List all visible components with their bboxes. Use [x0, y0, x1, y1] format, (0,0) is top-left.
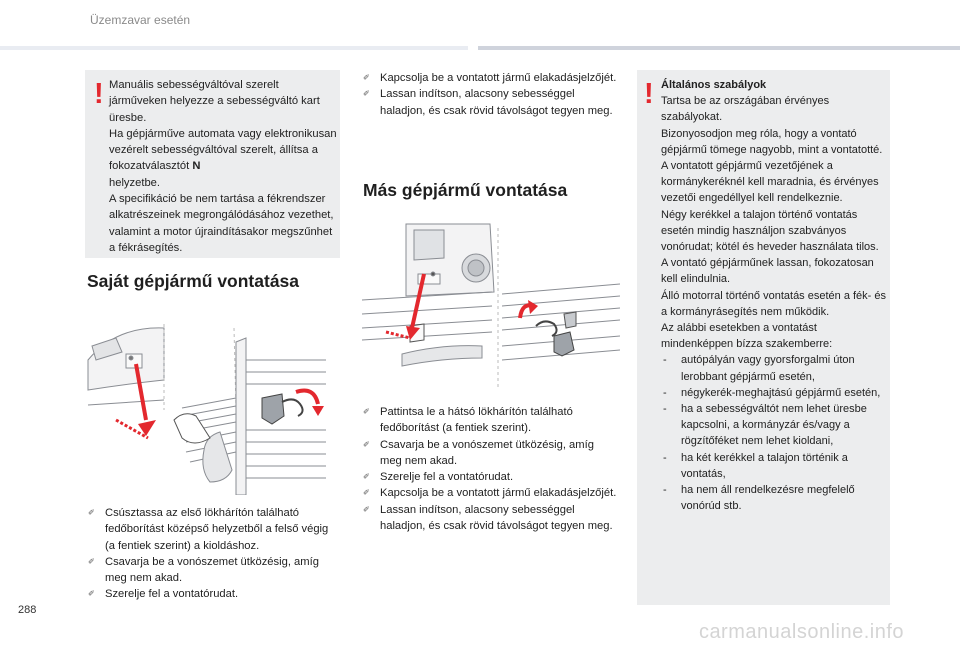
step-item: ✐ Csavarja be a vonószemet ütközésig, amíg meg nem akad. — [363, 437, 618, 470]
step-item: ✐ Pattintsa le a hátsó lökhárítón található fedőborítást (a fentiek szerint). — [363, 404, 618, 437]
warning-line: Ha gépjárműve automata vagy elektronikusan vezérelt sebességváltóval szerelt, állítsa a fokozatválasztót N — [109, 127, 337, 173]
case-item: - ha a sebességváltót nem lehet üresbe kapcsolni, a kormányzár és/vagy a rögzítőféket nem lehet kioldani, — [661, 401, 887, 450]
general-rules-text — [661, 77, 887, 514]
warning-icon: ! — [94, 78, 104, 110]
middle-top-steps — [363, 70, 618, 119]
step-item: ✐ Szerelje fel a vontatórudat. — [88, 586, 340, 602]
watermark[interactable]: carmanualsonline.info — [698, 621, 904, 643]
rear-bumper-illustration — [362, 222, 620, 394]
rule-line: Tartsa be az országában érvényes szabályokat. — [661, 95, 830, 124]
case-list — [661, 352, 887, 514]
rule-line: A vontatott gépjármű vezetőjének a kormánykeréknél kell maradnia, és érvényes vezetői engedéllyel kell rendelkeznie. — [661, 160, 879, 205]
selector-position: N — [192, 160, 201, 173]
step-item: ✐ Lassan indítson, alacsony sebességgel haladjon, és csak rövid távolságot tegyen meg. — [363, 86, 618, 119]
case-item: - autópályán vagy gyorsforgalmi úton lerobbant gépjármű esetén, — [661, 352, 887, 384]
own-towing-steps — [88, 505, 340, 603]
general-rules-box — [637, 70, 890, 605]
step-item: ✐ Kapcsolja be a vontatott jármű elakadásjelzőjét. — [363, 70, 618, 86]
own-towing-title: Saját gépjármű vontatása — [87, 271, 300, 291]
front-bumper-illustration — [86, 320, 341, 495]
page-number: 288 — [18, 604, 37, 616]
left-warning-text — [109, 77, 339, 256]
step-item: ✐ Csúsztassa az első lökhárítón található fedőborítást középső helyzetből a felső végig (a fentiek szerint) a kioldáshoz. — [88, 505, 340, 554]
step-item: ✐ Kapcsolja be a vontatott jármű elakadásjelzőjét. — [363, 485, 618, 501]
rule-line: Bizonyosodjon meg róla, hogy a vontató gépjármű tömege nagyobb, mint a vontatotté. — [661, 127, 883, 156]
warning-icon: ! — [644, 78, 654, 110]
step-item: ✐ Lassan indítson, alacsony sebességgel haladjon, és csak rövid távolságot tegyen meg. — [363, 502, 618, 535]
section-header: Üzemzavar esetén — [90, 13, 191, 27]
other-towing-title: Más gépjármű vontatása — [363, 180, 568, 200]
rule-line: A vontató gépjárműnek lassan, fokozatosan kell elindulnia. — [661, 257, 874, 286]
warning-line: Manuális sebességváltóval szerelt járműveken helyezze a sebességváltó kart üresbe. — [109, 79, 320, 124]
general-rules-title: Általános szabályok — [661, 79, 767, 91]
step-item: ✐ Szerelje fel a vontatórudat. — [363, 469, 618, 485]
rule-line: Négy kerékkel a talajon történő vontatás esetén mindig használjon szabványos vonórudat; kötél és heveder használata tilos. — [661, 208, 879, 254]
rear-bumper-drawing — [362, 222, 620, 394]
case-item: - ha két kerékkel a talajon történik a vontatás, — [661, 450, 887, 482]
rule-line: Álló motorral történő vontatás esetén a fék- és a kormányrásegítés nem működik. — [661, 289, 887, 318]
case-item: - ha nem áll rendelkezésre megfelelő vonórúd stb. — [661, 482, 887, 514]
header-bar-right — [478, 46, 960, 50]
front-bumper-drawing — [86, 320, 341, 495]
other-towing-steps — [363, 404, 618, 534]
case-item: - négykerék-meghajtású gépjármű esetén, — [661, 385, 887, 401]
header-bar-left — [0, 46, 468, 50]
left-warning-box — [85, 70, 340, 258]
warning-line: A specifikáció be nem tartása a fékrendszer alkatrészeinek megrongálódásához vezethet, valamint a motor újraindításakor megszűnhet a fékrásegítés. — [109, 193, 334, 254]
step-item: ✐ Csavarja be a vonószemet ütközésig, amíg meg nem akad. — [88, 554, 340, 587]
rule-line: Az alábbi esetekben a vontatást mindenképpen bízza szakemberre: — [661, 322, 833, 351]
warning-line: helyzetbe. — [109, 176, 160, 189]
